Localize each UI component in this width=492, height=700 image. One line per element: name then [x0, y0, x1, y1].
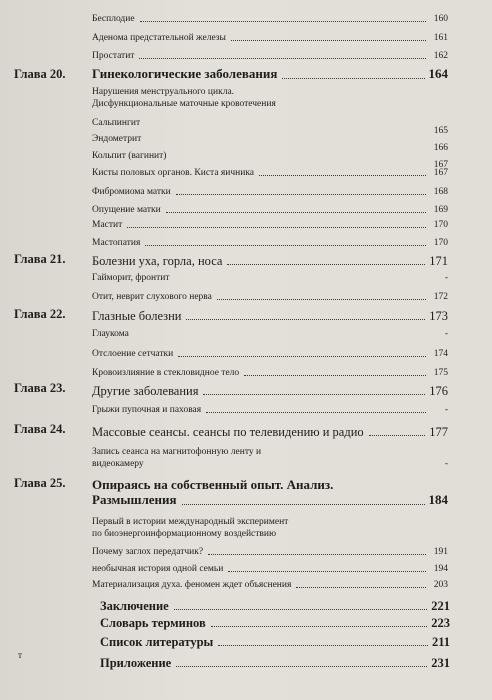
page-number: 191 [433, 547, 448, 557]
entry-label: Простатит [92, 51, 135, 61]
toc-entry [92, 33, 448, 44]
chapter-number: Глава 24. [14, 422, 66, 436]
entry-label: Отслоение сетчатки [92, 349, 174, 359]
page-number: - [444, 329, 448, 339]
entry-label: Грыжи пупочная и паховая [92, 405, 202, 415]
toc-entry [92, 564, 448, 575]
chapter-number: Глава 20. [14, 67, 66, 81]
entry-label: Заключение [100, 599, 169, 613]
dot-leader [174, 609, 428, 610]
chapter-title: Размышления [92, 492, 177, 507]
dot-leader [140, 21, 426, 22]
chapter-title-entry [92, 493, 448, 508]
entry-label: Аденома предстательной железы [92, 33, 226, 43]
page-number: 165 [433, 126, 448, 136]
dot-leader [178, 356, 426, 357]
dot-leader [217, 299, 426, 300]
toc-entry [92, 329, 448, 340]
dot-leader [231, 40, 426, 41]
page-number: 177 [429, 425, 448, 439]
page-number: 160 [433, 14, 448, 24]
entry-label: по биоэнергоинформационному воздействию [92, 529, 277, 539]
entry-label: необычная история одной семьи [92, 564, 224, 574]
entry-label: Дисфункциональные маточные кровотечения [92, 99, 276, 109]
entry-label: Эндометрит [92, 134, 142, 144]
chapter-title-entry [92, 425, 448, 439]
dot-leader [145, 245, 426, 246]
page-number: 164 [428, 66, 448, 81]
chapter-number: Глава 22. [14, 307, 66, 321]
entry-label: Почему заглох передатчик? [92, 547, 204, 557]
page-number: 167 [433, 168, 448, 178]
toc-entry [92, 14, 448, 25]
dot-leader [369, 435, 426, 436]
toc-entry [92, 580, 448, 591]
dot-leader [176, 194, 426, 195]
stray-mark: т [18, 650, 22, 660]
page-number: 211 [431, 635, 450, 649]
chapter-number: Глава 21. [14, 252, 66, 266]
dot-leader [227, 264, 425, 265]
page-number: 184 [428, 492, 448, 507]
toc-entry [92, 99, 448, 110]
page-number: 166 [433, 143, 448, 153]
page-number: - [444, 459, 448, 469]
dot-leader [203, 394, 425, 395]
chapter-title-entry [92, 67, 448, 82]
dot-leader [182, 504, 425, 505]
page-number: 162 [433, 51, 448, 61]
toc-entry [92, 368, 448, 379]
entry-label: Словарь терминов [100, 616, 206, 630]
page-number: 221 [431, 599, 450, 613]
toc-entry [92, 238, 448, 249]
page-number: - [444, 405, 448, 415]
toc-entry [92, 168, 448, 179]
dot-leader [211, 626, 428, 627]
entry-label: Фибромиома матки [92, 187, 171, 197]
toc-entry [92, 220, 448, 231]
page-number: 161 [433, 33, 448, 43]
dot-leader [259, 175, 426, 176]
page-number: 231 [431, 656, 450, 670]
back-matter-entry [100, 656, 450, 670]
page-number: 170 [433, 220, 448, 230]
toc-entry [92, 292, 448, 303]
chapter-title: Другие заболевания [92, 384, 199, 398]
chapter-number: Глава 23. [14, 381, 66, 395]
toc-entry [92, 87, 448, 98]
entry-label: Запись сеанса на магнитофонную ленту и [92, 447, 262, 457]
chapter-title-line [92, 478, 448, 493]
back-matter-entry [100, 616, 450, 630]
page-number: 175 [433, 368, 448, 378]
page-number: 223 [431, 616, 450, 630]
toc-entry [92, 547, 448, 558]
toc-entry [92, 517, 448, 528]
toc-entry [92, 459, 448, 470]
page-number: 173 [429, 309, 448, 323]
dot-leader [296, 587, 426, 588]
back-matter-entry [100, 599, 450, 613]
toc-entry [92, 273, 448, 284]
dot-leader [166, 212, 426, 213]
chapter-title: Опираясь на собственный опыт. Анализ. [92, 477, 334, 492]
page-number: 194 [433, 564, 448, 574]
dot-leader [208, 554, 426, 555]
toc-entry [92, 447, 448, 458]
dot-leader [176, 666, 427, 667]
toc-entry [92, 349, 448, 360]
toc-entry [92, 187, 448, 198]
toc-entry [92, 405, 448, 416]
chapter-title: Гинекологические заболевания [92, 66, 278, 81]
entry-label: Кровоизлияние в стекловидное тело [92, 368, 240, 378]
chapter-number: Глава 25. [14, 476, 66, 490]
page-number: 169 [433, 205, 448, 215]
dot-leader [206, 412, 426, 413]
page-number: 172 [433, 292, 448, 302]
toc-entry [92, 51, 448, 62]
entry-label: Нарушения менструального цикла. [92, 87, 235, 97]
dot-leader [282, 78, 424, 79]
dot-leader [228, 571, 426, 572]
entry-label: Список литературы [100, 635, 214, 649]
chapter-title: Массовые сеансы. сеансы по телевидению и радио [92, 425, 364, 439]
chapter-title-entry [92, 384, 448, 398]
entry-label: Отит, неврит слухового нерва [92, 292, 212, 302]
page-number: 170 [433, 238, 448, 248]
back-matter-entry [100, 635, 450, 649]
chapter-title: Глазные болезни [92, 309, 182, 323]
chapter-title-entry [92, 309, 448, 323]
chapter-title-entry [92, 254, 448, 268]
dot-leader [127, 227, 426, 228]
dot-leader [218, 645, 428, 646]
page-number: 174 [433, 349, 448, 359]
entry-label: Бесплодие [92, 14, 135, 24]
page-number: 203 [433, 580, 448, 590]
entry-label: Гайморит, фронтит [92, 273, 170, 283]
chapter-title: Болезни уха, горла, носа [92, 254, 223, 268]
entry-label: Приложение [100, 656, 172, 670]
entry-label: Материализация духа. феномен ждет объяснения [92, 580, 292, 590]
page-number: 171 [429, 254, 448, 268]
page-number: 168 [433, 187, 448, 197]
dot-leader [139, 58, 426, 59]
dot-leader [244, 375, 426, 376]
page-number: 167 [433, 160, 448, 170]
entry-label: Кольпит (вагинит) [92, 151, 167, 161]
entry-label: Глаукома [92, 329, 129, 339]
entry-label: Мастопатия [92, 238, 141, 248]
entry-label: Опущение матки [92, 205, 161, 215]
dot-leader [186, 319, 425, 320]
entry-label: Кисты половых органов. Киста яичника [92, 168, 255, 178]
entry-label: видеокамеру [92, 459, 144, 469]
toc-entry [92, 529, 448, 540]
toc-entry [92, 205, 448, 216]
page-number: - [444, 273, 448, 283]
entry-label: Мастит [92, 220, 123, 230]
page-number: 176 [429, 384, 448, 398]
entry-label: Сальпингит [92, 118, 141, 128]
entry-label: Первый в истории международный эксперимент [92, 517, 289, 527]
